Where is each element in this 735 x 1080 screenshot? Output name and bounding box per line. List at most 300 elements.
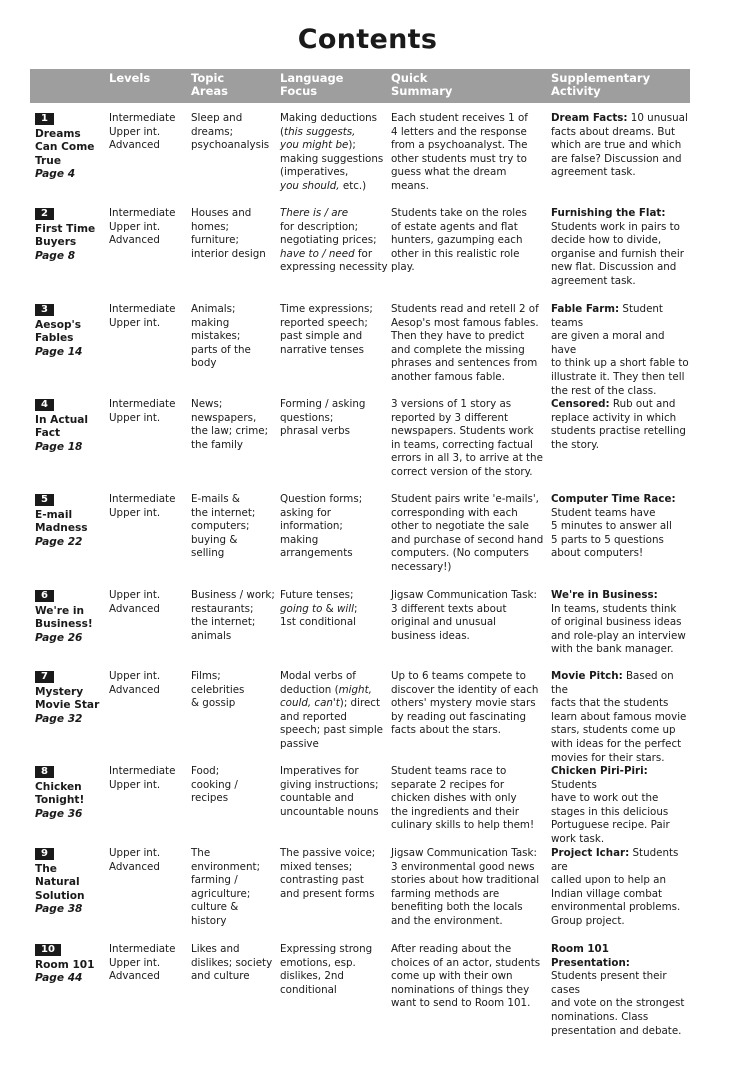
summary-line: Students read and retell 2 of: [391, 303, 539, 315]
level: Upper int.: [109, 220, 161, 233]
topic-line: homes;: [191, 220, 230, 233]
language-text: giving instructions;: [280, 778, 379, 791]
summary-line: Jigsaw Communication Task:: [391, 847, 537, 859]
summary-cell: [391, 670, 547, 738]
activity-line: [551, 765, 690, 792]
unit-page: Page 44: [35, 972, 83, 985]
header-language-focus: Language Focus: [280, 71, 344, 98]
topic-line: interior design: [191, 247, 266, 260]
level: Advanced: [109, 139, 160, 152]
activity-title: We're in Business:: [551, 589, 658, 601]
unit-page: Page 4: [35, 168, 76, 181]
unit-cell: [35, 398, 105, 454]
summary-cell: [391, 765, 547, 833]
topic-line: The: [191, 847, 211, 859]
topic-cell: [191, 847, 278, 929]
language-text: making: [280, 533, 319, 546]
activity-text: Students are: [551, 847, 679, 873]
level: Upper int.: [109, 316, 161, 329]
level: Advanced: [109, 860, 160, 873]
summary-line: farming methods are: [391, 887, 500, 900]
language-cell: [280, 112, 390, 194]
activity-text: Based on the: [551, 670, 674, 696]
topic-line: the internet;: [191, 506, 256, 519]
unit-title: Movie Star: [35, 699, 100, 712]
activity-title: Furnishing the Flat:: [551, 207, 666, 219]
activity-title: Project Ichar:: [551, 847, 630, 859]
language-text: Making deductions: [280, 112, 378, 124]
unit-cell: [35, 112, 105, 182]
summary-line: other students must try to: [391, 152, 527, 165]
topic-line: selling: [191, 547, 225, 560]
language-line: [280, 547, 390, 561]
activity-line: environmental problems.: [551, 901, 681, 914]
activity-line: [551, 112, 690, 126]
unit-title: Aesop's: [35, 319, 82, 331]
activity-line: with ideas for the perfect: [551, 737, 682, 750]
level: Intermediate: [109, 112, 176, 124]
level: Advanced: [109, 234, 160, 247]
language-text: Expressing strong: [280, 943, 373, 955]
language-italic: this suggests,: [284, 125, 356, 138]
unit-title: Business!: [35, 618, 93, 631]
summary-cell: [391, 207, 547, 275]
activity-title: Computer Time Race:: [551, 493, 676, 505]
language-cell: [280, 765, 390, 819]
activity-title: Fable Farm:: [551, 303, 620, 315]
topic-cell: [191, 303, 278, 371]
activity-line: [551, 589, 690, 603]
language-line: [280, 697, 390, 711]
language-text: deduction (: [280, 683, 339, 696]
unit-number: 9: [35, 848, 54, 860]
language-line: [280, 724, 390, 738]
summary-line: reported by 3 different: [391, 411, 509, 424]
topic-line: making: [191, 316, 230, 329]
unit-title: Dreams: [35, 128, 81, 140]
header-quick-summary: Quick Summary: [391, 71, 453, 98]
language-text: negotiating prices;: [280, 234, 377, 247]
level: Intermediate: [109, 493, 176, 505]
activity-line: 5 parts to 5 questions: [551, 533, 664, 546]
summary-line: of estate agents and flat: [391, 220, 518, 233]
levels-cell: [109, 847, 189, 874]
summary-line: other in this realistic role: [391, 247, 520, 260]
language-line: [280, 738, 390, 752]
activity-line: to think up a short fable to: [551, 357, 689, 370]
unit-title: The: [35, 863, 57, 875]
language-cell: [280, 670, 390, 752]
unit-number: 6: [35, 590, 54, 602]
summary-cell: [391, 847, 547, 929]
activity-line: decide how to divide,: [551, 234, 662, 247]
activity-line: Students work in pairs to: [551, 220, 680, 233]
unit-cell: [35, 943, 105, 986]
activity-line: and vote on the strongest: [551, 997, 685, 1010]
language-text: Modal verbs of: [280, 670, 356, 682]
activity-line: [551, 303, 690, 330]
summary-line: chicken dishes with only: [391, 792, 517, 805]
unit-title: True: [35, 154, 62, 167]
language-line: [280, 589, 390, 603]
unit-number: 10: [35, 944, 61, 956]
language-text: questions;: [280, 411, 334, 424]
language-text: for description;: [280, 220, 359, 233]
levels-cell: [109, 670, 189, 697]
summary-line: hunters, gazumping each: [391, 234, 523, 247]
topic-line: mistakes;: [191, 330, 241, 343]
unit-title: Natural: [35, 876, 80, 889]
page-title: Contents: [297, 24, 438, 55]
language-line: [280, 425, 390, 439]
language-line: [280, 207, 390, 221]
language-line: [280, 603, 390, 617]
activity-text: Rub out and: [609, 398, 676, 410]
table-header: [30, 69, 690, 103]
summary-cell: [391, 589, 547, 643]
summary-line: necessary!): [391, 560, 452, 573]
levels-cell: [109, 303, 189, 330]
language-italic: might,: [338, 683, 372, 696]
topic-line: buying &: [191, 533, 238, 546]
language-italic: will: [336, 602, 354, 615]
summary-cell: [391, 943, 547, 1011]
activity-line: [551, 207, 690, 221]
summary-line: 3 different texts about: [391, 602, 507, 615]
topic-line: farming /: [191, 874, 238, 887]
language-line: [280, 765, 390, 779]
topic-line: Animals;: [191, 303, 236, 315]
language-line: [280, 534, 390, 548]
levels-cell: [109, 207, 189, 248]
summary-cell: [391, 112, 547, 194]
language-text: speech; past simple: [280, 724, 384, 737]
activity-title: Dream Facts:: [551, 112, 628, 124]
activity-line: organise and furnish their: [551, 247, 684, 260]
topic-line: animals: [191, 629, 232, 642]
activity-line: 5 minutes to answer all: [551, 520, 672, 533]
activity-line: [551, 398, 690, 412]
topic-cell: [191, 207, 278, 261]
language-text: ); direct: [339, 697, 380, 710]
language-text: 1st conditional: [280, 616, 357, 629]
language-text: dislikes, 2nd: [280, 970, 344, 983]
unit-number: 7: [35, 671, 54, 683]
language-text: asking for: [280, 506, 331, 519]
header-supplementary-activity: Supplementary Activity: [551, 71, 651, 98]
header-levels: Levels: [109, 71, 151, 85]
topic-line: E-mails &: [191, 493, 240, 505]
language-line: [280, 520, 390, 534]
topic-line: dreams;: [191, 125, 234, 138]
language-line: [280, 507, 390, 521]
language-cell: [280, 589, 390, 630]
activity-line: agreement task.: [551, 274, 636, 287]
summary-line: corresponding with each: [391, 506, 518, 519]
levels-cell: [109, 112, 189, 153]
language-line: [280, 139, 390, 153]
language-line: [280, 330, 390, 344]
summary-line: original and unusual: [391, 616, 497, 629]
language-line: [280, 303, 390, 317]
activity-line: illustrate it. They then tell: [551, 370, 685, 383]
unit-title: Tonight!: [35, 794, 85, 807]
summary-line: means.: [391, 179, 429, 192]
unit-title: Can Come: [35, 141, 95, 154]
language-line: [280, 261, 390, 275]
unit-page: Page 38: [35, 903, 83, 916]
activity-cell: [551, 847, 690, 929]
unit-title: Fact: [35, 427, 61, 440]
activity-line: agreement task.: [551, 166, 636, 179]
topic-cell: [191, 493, 278, 561]
topic-line: and culture: [191, 970, 250, 983]
topic-cell: [191, 943, 278, 984]
language-text: past simple and: [280, 330, 363, 343]
unit-page: Page 8: [35, 249, 76, 262]
unit-cell: [35, 670, 105, 726]
language-line: [280, 779, 390, 793]
summary-line: and the environment.: [391, 914, 503, 927]
language-line: [280, 847, 390, 861]
language-text: Future tenses;: [280, 589, 354, 601]
language-line: [280, 616, 390, 630]
level: Upper int.: [109, 670, 161, 682]
language-text: passive: [280, 737, 319, 750]
summary-line: Aesop's most famous fables.: [391, 316, 539, 329]
unit-title: We're in: [35, 605, 85, 617]
topic-line: Houses and: [191, 207, 252, 219]
summary-cell: [391, 398, 547, 480]
unit-title: Room 101: [35, 959, 95, 971]
activity-title: Movie Pitch:: [551, 670, 623, 682]
activity-line: movies for their stars.: [551, 751, 665, 764]
activity-line: new flat. Discussion and: [551, 261, 677, 274]
topic-line: & gossip: [191, 697, 236, 710]
topic-line: culture &: [191, 901, 239, 914]
unit-page: Page 32: [35, 712, 83, 725]
summary-line: newspapers. Students work: [391, 425, 534, 438]
language-text: and present forms: [280, 887, 375, 900]
language-text: phrasal verbs: [280, 425, 350, 438]
language-line: [280, 398, 390, 412]
unit-title: Fables: [35, 332, 74, 345]
topic-line: News;: [191, 398, 223, 410]
activity-line: which are true and which: [551, 139, 682, 152]
unit-title: Chicken: [35, 781, 82, 793]
unit-title: E-mail: [35, 509, 73, 521]
topic-line: the internet;: [191, 616, 256, 629]
language-text: (imperatives,: [280, 166, 349, 179]
topic-line: cooking /: [191, 778, 238, 791]
summary-line: Jigsaw Communication Task:: [391, 589, 537, 601]
language-line: [280, 166, 390, 180]
language-text: conditional: [280, 983, 337, 996]
activity-line: [551, 493, 690, 507]
language-line: [280, 670, 390, 684]
language-line: [280, 792, 390, 806]
unit-number: 5: [35, 494, 54, 506]
language-text: for: [354, 247, 373, 260]
topic-line: Likes and: [191, 943, 240, 955]
summary-line: phrases and sentences from: [391, 357, 538, 370]
levels-cell: [109, 943, 189, 984]
topic-line: the family: [191, 438, 243, 451]
level: Advanced: [109, 970, 160, 983]
activity-line: the story.: [551, 438, 600, 451]
summary-line: want to send to Room 101.: [391, 997, 531, 1010]
summary-line: and complete the missing: [391, 343, 525, 356]
activity-line: presentation and debate.: [551, 1024, 682, 1037]
activity-line: Portuguese recipe. Pair: [551, 819, 670, 832]
language-cell: [280, 943, 390, 997]
unit-title: First Time: [35, 223, 96, 235]
unit-page: Page 36: [35, 807, 83, 820]
language-line: [280, 888, 390, 902]
levels-cell: [109, 765, 189, 792]
activity-line: of original business ideas: [551, 616, 682, 629]
activity-line: are given a moral and have: [551, 330, 665, 356]
language-text: countable and: [280, 792, 354, 805]
summary-line: 3 versions of 1 story as: [391, 398, 512, 410]
language-line: [280, 221, 390, 235]
unit-cell: [35, 847, 105, 917]
topic-line: dislikes; society: [191, 956, 273, 969]
language-line: [280, 711, 390, 725]
summary-line: nominations of things they: [391, 983, 530, 996]
summary-line: play.: [391, 261, 415, 274]
activity-cell: [551, 765, 690, 847]
activity-cell: [551, 207, 690, 289]
summary-line: correct version of the story.: [391, 465, 533, 478]
topic-cell: [191, 398, 278, 452]
activity-line: learn about famous movie: [551, 710, 687, 723]
activity-line: and role-play an interview: [551, 629, 686, 642]
activity-line: replace activity in which: [551, 411, 677, 424]
language-line: [280, 806, 390, 820]
activity-cell: [551, 670, 690, 765]
language-text: Forming / asking: [280, 398, 366, 410]
language-text: narrative tenses: [280, 343, 364, 356]
language-line: [280, 957, 390, 971]
language-italic: you might be: [280, 139, 349, 152]
language-text: information;: [280, 520, 343, 533]
topic-line: history: [191, 914, 227, 927]
level: Advanced: [109, 683, 160, 696]
unit-page: Page 14: [35, 345, 83, 358]
summary-line: culinary skills to help them!: [391, 819, 535, 832]
language-cell: [280, 398, 390, 439]
activity-line: have to work out the: [551, 792, 659, 805]
summary-line: 3 environmental good news: [391, 860, 535, 873]
levels-cell: [109, 589, 189, 616]
topic-line: the law; crime;: [191, 425, 269, 438]
topic-line: psychoanalysis: [191, 139, 270, 152]
topic-line: body: [191, 357, 217, 370]
activity-line: Group project.: [551, 914, 625, 927]
language-text: emotions, esp.: [280, 956, 356, 969]
unit-cell: [35, 765, 105, 821]
topic-line: recipes: [191, 792, 229, 805]
summary-line: and purchase of second hand: [391, 533, 544, 546]
activity-title: Room 101 Presentation:: [551, 943, 630, 969]
language-line: [280, 248, 390, 262]
topic-cell: [191, 765, 278, 806]
unit-number: 2: [35, 208, 54, 220]
language-italic: you should,: [280, 179, 340, 192]
summary-line: another famous fable.: [391, 370, 505, 383]
activity-line: are false? Discussion and: [551, 152, 682, 165]
activity-title: Censored:: [551, 398, 610, 410]
summary-line: Up to 6 teams compete to: [391, 670, 526, 682]
summary-line: stories about how traditional: [391, 874, 540, 887]
language-text: );: [348, 139, 356, 152]
language-cell: [280, 493, 390, 561]
language-italic: There is / are: [280, 207, 349, 219]
activity-line: the rest of the class.: [551, 384, 657, 397]
language-text: arrangements: [280, 547, 353, 560]
language-text: uncountable nouns: [280, 805, 379, 818]
unit-title: Madness: [35, 522, 88, 535]
summary-line: separate 2 recipes for: [391, 778, 505, 791]
language-line: [280, 874, 390, 888]
header-topic-areas: Topic Areas: [191, 71, 228, 98]
summary-line: 4 letters and the response: [391, 125, 527, 138]
summary-line: computers. (No computers: [391, 547, 529, 560]
language-text: contrasting past: [280, 874, 364, 887]
language-line: [280, 344, 390, 358]
activity-cell: [551, 493, 690, 561]
summary-line: other to negotiate the sale: [391, 520, 529, 533]
activity-line: called upon to help an: [551, 874, 666, 887]
level: Upper int.: [109, 956, 161, 969]
level: Advanced: [109, 602, 160, 615]
unit-number: 3: [35, 304, 54, 316]
level: Intermediate: [109, 398, 176, 410]
summary-line: choices of an actor, students: [391, 956, 541, 969]
summary-line: After reading about the: [391, 943, 512, 955]
summary-line: Students take on the roles: [391, 207, 527, 219]
activity-line: nominations. Class: [551, 1010, 649, 1023]
language-line: [280, 684, 390, 698]
language-text: making suggestions: [280, 152, 384, 165]
level: Upper int.: [109, 589, 161, 601]
activity-line: facts about dreams. But: [551, 125, 676, 138]
summary-line: benefiting both the locals: [391, 901, 523, 914]
summary-line: discover the identity of each: [391, 683, 539, 696]
summary-line: facts about the stars.: [391, 724, 502, 737]
level: Upper int.: [109, 506, 161, 519]
activity-title: Chicken Piri-Piri:: [551, 765, 648, 777]
activity-line: Students present their cases: [551, 970, 667, 996]
unit-title: In Actual: [35, 414, 89, 426]
summary-cell: [391, 493, 547, 575]
levels-cell: [109, 398, 189, 425]
summary-line: in teams, correcting factual: [391, 438, 533, 451]
summary-line: Student teams race to: [391, 765, 507, 777]
unit-title: Buyers: [35, 236, 77, 249]
unit-cell: [35, 207, 105, 263]
activity-text: Students: [551, 778, 597, 791]
language-line: [280, 943, 390, 957]
language-line: [280, 112, 390, 126]
topic-line: agriculture;: [191, 887, 251, 900]
unit-cell: [35, 493, 105, 549]
language-text: expressing necessity: [280, 261, 388, 274]
language-text: &: [322, 602, 337, 615]
summary-line: Then they have to predict: [391, 330, 525, 343]
level: Upper int.: [109, 125, 161, 138]
